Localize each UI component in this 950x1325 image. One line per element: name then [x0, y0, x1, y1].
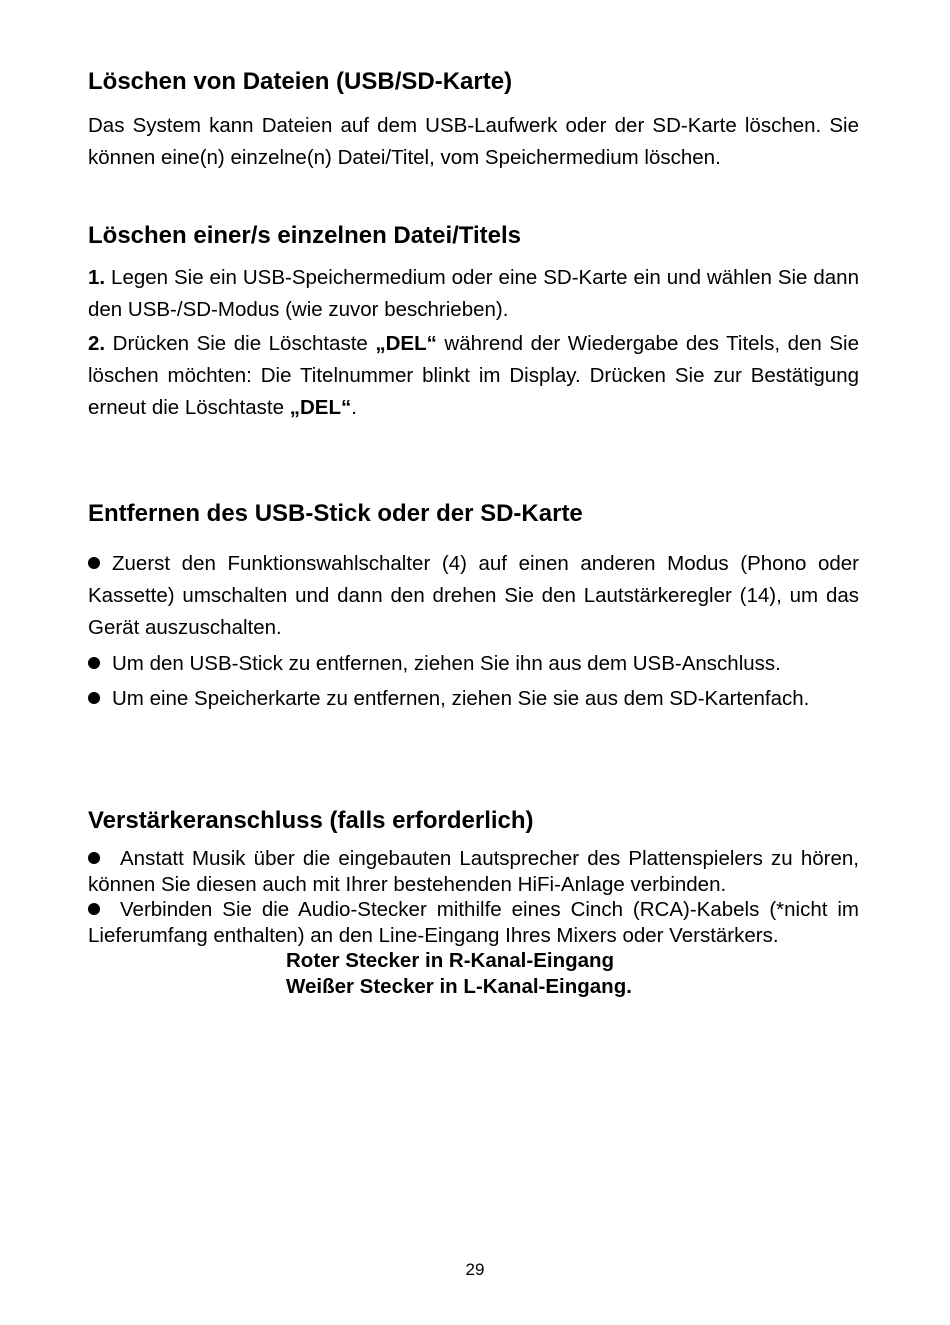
step-2: [88, 328, 859, 424]
amp-bullet-2-text: Verbinden Sie die Audio-Stecker mithilfe eines Cinch (RCA)-Kabels (*nicht im Lieferumfang enthalten) an den Line-Eingang Ihres Mixers oder Verstärkers.: [88, 898, 859, 947]
bullet-dot-icon: [88, 852, 100, 864]
bullet-dot-icon: [88, 692, 100, 704]
bullet-dot-icon: [88, 557, 100, 569]
remove-bullet-1-text: Zuerst den Funktionswahlschalter (4) auf einen anderen Modus (Phono oder Kassette) umschalten und dann den drehen Sie den Lautstärkeregler (14), um das Gerät auszuschalten.: [88, 552, 859, 639]
step-1: [88, 262, 859, 326]
step-1-text: Legen Sie ein USB-Speichermedium oder eine SD-Karte ein und wählen Sie dann den USB-/SD-Modus (wie zuvor beschrieben).: [88, 266, 859, 321]
page-number: 29: [465, 1260, 485, 1279]
step-2-number: 2.: [88, 332, 106, 355]
section-heading-remove-media: Entfernen des USB-Stick oder der SD-Karte: [88, 500, 583, 527]
paragraph-delete-files-intro: Das System kann Dateien auf dem USB-Laufwerk oder der SD-Karte löschen. Sie können eine(n) einzelne(n) Datei/Titel, vom Speichermedium löschen.: [88, 114, 859, 169]
remove-bullet-1: [88, 548, 859, 644]
section-heading-delete-files: Löschen von Dateien (USB/SD-Karte): [88, 68, 513, 95]
remove-bullet-3: [88, 683, 859, 715]
step-2-text-b: während der Wiedergabe des Titels, den Sie löschen möchten: Die Titelnummer blinkt im Display. Drücken Sie zur Bestätigung erneut die Löschtaste: [88, 332, 859, 419]
step-2-text-c: .: [351, 396, 357, 419]
red-plug-instruction: Roter Stecker in R-Kanal-Eingang: [286, 949, 615, 972]
section-heading-delete-single-file: Löschen einer/s einzelnen Datei/Titels: [88, 222, 522, 249]
step-2-text-a: Drücken Sie die Löschtaste: [112, 332, 376, 355]
bullet-dot-icon: [88, 903, 100, 915]
amp-bullet-1: [88, 846, 859, 897]
bullet-dot-icon: [88, 657, 100, 669]
del-key-label-2: „DEL“: [289, 396, 352, 419]
plug-instructions: [286, 948, 786, 999]
white-plug-instruction: Weißer Stecker in L-Kanal-Eingang.: [286, 974, 632, 998]
step-1-number: 1.: [88, 266, 106, 289]
amp-bullet-1-text: Anstatt Musik über die eingebauten Lautsprecher des Plattenspielers zu hören, können Sie diesen auch mit Ihrer bestehenden HiFi-Anlage verbinden.: [88, 847, 859, 896]
remove-bullet-2-text: Um den USB-Stick zu entfernen, ziehen Sie ihn aus dem USB-Anschluss.: [112, 652, 781, 675]
remove-bullet-3-text: Um eine Speicherkarte zu entfernen, ziehen Sie sie aus dem SD-Kartenfach.: [112, 687, 810, 710]
section-heading-amplifier: Verstärkeranschluss (falls erforderlich): [88, 807, 534, 834]
del-key-label-1: „DEL“: [375, 332, 437, 355]
amp-bullet-2: [88, 897, 859, 948]
remove-bullet-2: [88, 648, 859, 680]
